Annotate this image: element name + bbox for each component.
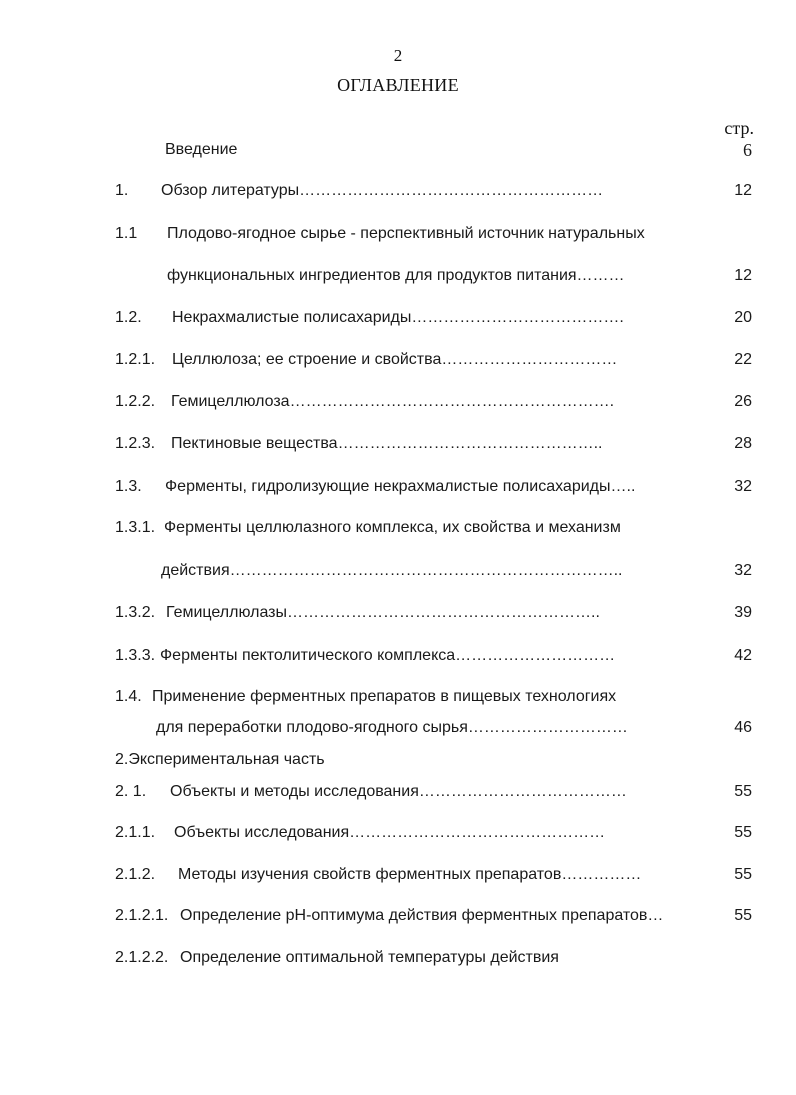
- toc-entry-text: Объекты и методы исследования…………………………………: [170, 783, 627, 800]
- toc-entry-text: Плодово-ягодное сырье - перспективный источник натуральных: [167, 225, 645, 242]
- toc-entry-page: 46: [734, 719, 752, 736]
- toc-entry-page: 12: [734, 267, 752, 284]
- toc-entry-number: 1.4.: [115, 688, 142, 705]
- toc-entry-text: Введение: [165, 141, 238, 158]
- toc-entry-text: Объекты исследования…………………………………………: [174, 824, 606, 841]
- toc-entry-number: 2.1.2.2.: [115, 949, 169, 966]
- toc-entry-text: Некрахмалистые полисахариды………………………………….: [172, 309, 624, 326]
- toc-entry-text: Ферменты пектолитического комплекса…………………………: [160, 647, 616, 664]
- toc-entry-page: 22: [734, 351, 752, 368]
- toc-entry-page: 12: [734, 182, 752, 199]
- toc-entry-number: 1.3.2.: [115, 604, 156, 621]
- toc-section-heading: 2.Экспериментальная часть: [115, 751, 325, 768]
- toc-entry-text: Обзор литературы…………………………………………………: [161, 182, 604, 199]
- page-column-header: стр.: [724, 118, 754, 138]
- toc-entry-number: 1.2.3.: [115, 435, 156, 452]
- page-title: ОГЛАВЛЕНИЕ: [337, 75, 459, 95]
- toc-entry-page: 6: [743, 140, 752, 160]
- toc-entry-number: 1.: [115, 182, 129, 199]
- toc-entry-number: 1.2.2.: [115, 393, 156, 410]
- toc-entry-text: функциональных ингредиентов для продуктов питания………: [167, 267, 625, 284]
- toc-entry-text: Ферменты целлюлазного комплекса, их свойства и механизм: [164, 519, 621, 536]
- toc-entry-page: 32: [734, 478, 752, 495]
- page-number: 2: [393, 46, 403, 65]
- toc-entry-text: Гемицеллюлоза…………………………………………………….: [171, 393, 615, 410]
- toc-entry-page: 55: [734, 907, 752, 924]
- toc-entry-number: 2. 1.: [115, 783, 147, 800]
- toc-entry-number: 1.2.1.: [115, 351, 156, 368]
- toc-entry-text: Пектиновые вещества…………………………………………..: [171, 435, 603, 452]
- toc-entry-number: 1.3.3.: [115, 647, 156, 664]
- toc-entry-page: 20: [734, 309, 752, 326]
- toc-entry-number: 1.3.: [115, 478, 142, 495]
- toc-entry-page: 32: [734, 562, 752, 579]
- toc-entry-page: 42: [734, 647, 752, 664]
- toc-entry-text: для переработки плодово-ягодного сырья…………………………: [156, 719, 628, 736]
- toc-entry-number: 2.1.2.: [115, 866, 156, 883]
- toc-entry-page: 26: [734, 393, 752, 410]
- toc-entry-text: Методы изучения свойств ферментных препаратов……………: [178, 866, 642, 883]
- toc-entry-text: Целлюлоза; ее строение и свойства……………………………: [172, 351, 618, 368]
- toc-entry-number: 1.3.1.: [115, 519, 156, 536]
- toc-entry-number: 1.1: [115, 225, 138, 242]
- toc-entry-text: Гемицеллюлазы…………………………………………………..: [166, 604, 600, 621]
- toc-entry-text: Применение ферментных препаратов в пищевых технологиях: [152, 688, 617, 705]
- toc-entry-text: Ферменты, гидролизующие некрахмалистые полисахариды…..: [165, 478, 636, 495]
- toc-entry-text: Определение pH-оптимума действия ферментных препаратов…: [180, 907, 664, 924]
- toc-entry-number: 2.1.1.: [115, 824, 156, 841]
- toc-entry-page: 39: [734, 604, 752, 621]
- toc-entry-text: Определение оптимальной температуры действия: [180, 949, 559, 966]
- toc-entry-number: 1.2.: [115, 309, 142, 326]
- toc-entry-page: 28: [734, 435, 752, 452]
- toc-entry-text: действия………………………………………………………………..: [161, 562, 623, 579]
- toc-entry-page: 55: [734, 824, 752, 841]
- toc-entry-page: 55: [734, 866, 752, 883]
- toc-entry-page: 55: [734, 783, 752, 800]
- toc-entry-number: 2.1.2.1.: [115, 907, 169, 924]
